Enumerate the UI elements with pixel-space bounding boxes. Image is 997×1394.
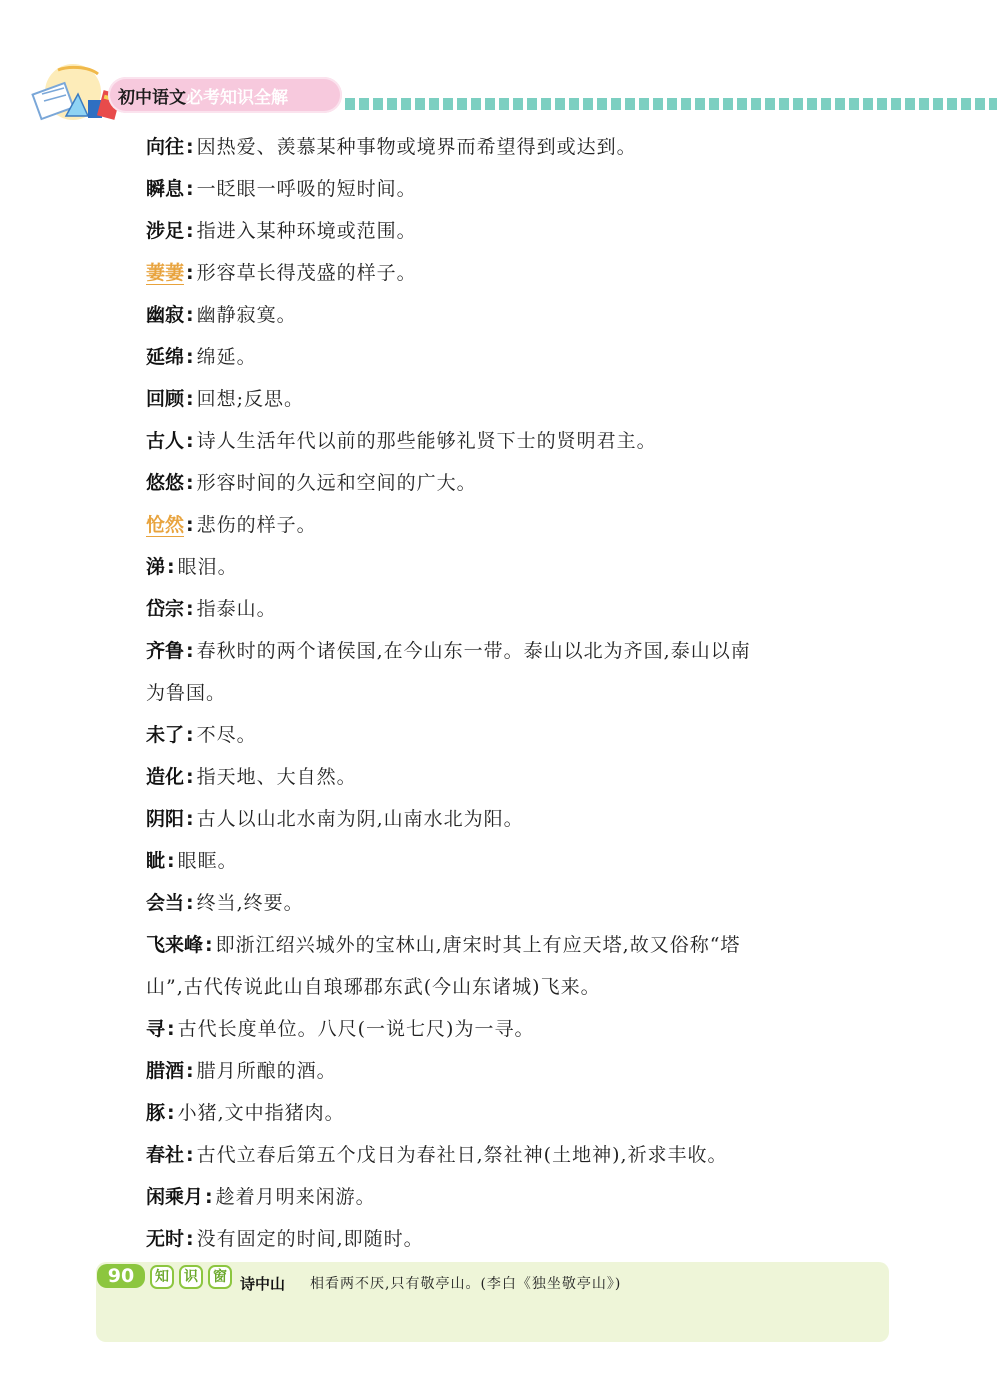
glossary-term: 眦 <box>146 850 166 872</box>
glossary-entry <box>146 546 906 588</box>
glossary-definition: 形容草长得茂盛的样子。 <box>196 262 417 284</box>
glossary-entry <box>146 420 906 462</box>
glossary-term: 未了 <box>146 724 185 746</box>
glossary-definition: 古人以山北水南为阴,山南水北为阳。 <box>196 808 524 830</box>
header-divider <box>345 98 997 110</box>
term-separator: : <box>205 934 214 956</box>
glossary-entry-continuation <box>146 966 906 1008</box>
glossary-definition: 山”,古代传说此山自琅琊郡东武(今山东诸城)飞来。 <box>146 976 601 998</box>
term-separator: : <box>186 346 195 368</box>
knowledge-window-char: 窗 <box>208 1265 232 1289</box>
term-separator: : <box>186 136 195 158</box>
glossary-term: 萋萋 <box>146 262 185 284</box>
glossary-entry <box>146 714 906 756</box>
header-title-main: 初中语文 <box>118 87 186 108</box>
glossary-term: 造化 <box>146 766 185 788</box>
glossary-definition: 眼眶。 <box>177 850 238 872</box>
glossary-entry <box>146 1008 906 1050</box>
glossary-entry <box>146 294 906 336</box>
glossary-definition: 形容时间的久远和空间的广大。 <box>196 472 477 494</box>
glossary-entry <box>146 588 906 630</box>
term-separator: : <box>167 1102 176 1124</box>
glossary-entry <box>146 1050 906 1092</box>
glossary-definition: 绵延。 <box>196 346 257 368</box>
term-separator: : <box>186 640 195 662</box>
glossary-term: 无时 <box>146 1228 185 1250</box>
glossary-entry <box>146 1092 906 1134</box>
glossary-term: 阴阳 <box>146 808 185 830</box>
glossary-term: 闲乘月 <box>146 1186 204 1208</box>
term-separator: : <box>186 220 195 242</box>
glossary-term: 向往 <box>146 136 185 158</box>
page-header <box>0 0 997 125</box>
glossary-term: 延绵 <box>146 346 185 368</box>
term-separator: : <box>186 304 195 326</box>
term-separator: : <box>186 766 195 788</box>
term-separator: : <box>186 598 195 620</box>
glossary-definition: 指天地、大自然。 <box>196 766 357 788</box>
term-separator: : <box>186 430 195 452</box>
footer-quote: 相看两不厌,只有敬亭山。(李白《独坐敬亭山》) <box>310 1276 622 1292</box>
glossary-definition: 不尽。 <box>196 724 257 746</box>
glossary-entry <box>146 336 906 378</box>
term-separator: : <box>186 388 195 410</box>
header-title-sub: 必考知识全解 <box>186 87 288 108</box>
glossary-entry <box>146 462 906 504</box>
glossary-definition: 指泰山。 <box>196 598 277 620</box>
glossary-definition: 没有固定的时间,即随时。 <box>196 1228 424 1250</box>
glossary-entry <box>146 630 906 672</box>
header-title <box>108 77 342 113</box>
glossary-definition: 小猪,文中指猪肉。 <box>177 1102 345 1124</box>
glossary-term: 古人 <box>146 430 185 452</box>
glossary-entry <box>146 924 906 966</box>
glossary-term: 悠悠 <box>146 472 185 494</box>
glossary-term: 涉足 <box>146 220 185 242</box>
glossary-list <box>146 126 906 1260</box>
footer-label: 诗中山 <box>240 1275 286 1293</box>
glossary-definition: 春秋时的两个诸侯国,在今山东一带。泰山以北为齐国,泰山以南 <box>196 640 751 662</box>
glossary-definition: 指进入某种环境或范围。 <box>196 220 417 242</box>
glossary-term: 飞来峰 <box>146 934 204 956</box>
glossary-entry-continuation <box>146 672 906 714</box>
glossary-definition: 诗人生活年代以前的那些能够礼贤下士的贤明君主。 <box>196 430 657 452</box>
glossary-term: 齐鲁 <box>146 640 185 662</box>
glossary-term: 寻 <box>146 1018 166 1040</box>
glossary-definition: 为鲁国。 <box>146 682 227 704</box>
glossary-term: 豚 <box>146 1102 166 1124</box>
glossary-term: 会当 <box>146 892 185 914</box>
glossary-term: 回顾 <box>146 388 185 410</box>
term-separator: : <box>186 892 195 914</box>
term-separator: : <box>167 850 176 872</box>
glossary-definition: 古代立春后第五个戊日为春社日,祭社神(土地神),祈求丰收。 <box>196 1144 728 1166</box>
glossary-entry <box>146 504 906 546</box>
glossary-entry <box>146 840 906 882</box>
glossary-definition: 回想;反思。 <box>196 388 305 410</box>
term-separator: : <box>186 178 195 200</box>
glossary-definition: 古代长度单位。八尺(一说七尺)为一寻。 <box>177 1018 535 1040</box>
glossary-definition: 腊月所酿的酒。 <box>196 1060 337 1082</box>
glossary-term: 涕 <box>146 556 166 578</box>
glossary-definition: 终当,终要。 <box>196 892 304 914</box>
page-number: 90 <box>97 1264 145 1288</box>
glossary-entry <box>146 756 906 798</box>
glossary-entry <box>146 378 906 420</box>
glossary-definition: 一眨眼一呼吸的短时间。 <box>196 178 417 200</box>
glossary-entry <box>146 126 906 168</box>
glossary-entry <box>146 252 906 294</box>
glossary-entry <box>146 1218 906 1260</box>
glossary-term: 岱宗 <box>146 598 185 620</box>
term-separator: : <box>186 262 195 284</box>
glossary-definition: 眼泪。 <box>177 556 238 578</box>
glossary-definition: 悲伤的样子。 <box>196 514 317 536</box>
term-separator: : <box>167 1018 176 1040</box>
glossary-definition: 因热爱、羡慕某种事物或境界而希望得到或达到。 <box>196 136 637 158</box>
term-separator: : <box>167 556 176 578</box>
glossary-term: 瞬息 <box>146 178 185 200</box>
glossary-entry <box>146 882 906 924</box>
term-separator: : <box>186 808 195 830</box>
knowledge-window-char: 识 <box>179 1265 203 1289</box>
term-separator: : <box>186 472 195 494</box>
glossary-definition: 趁着月明来闲游。 <box>215 1186 376 1208</box>
glossary-term: 怆然 <box>146 514 185 536</box>
glossary-entry <box>146 1134 906 1176</box>
glossary-entry <box>146 798 906 840</box>
glossary-term: 幽寂 <box>146 304 185 326</box>
glossary-entry <box>146 210 906 252</box>
knowledge-window-char: 知 <box>150 1265 174 1289</box>
term-separator: : <box>186 1228 195 1250</box>
glossary-entry <box>146 1176 906 1218</box>
glossary-term: 春社 <box>146 1144 185 1166</box>
glossary-definition: 即浙江绍兴城外的宝林山,唐宋时其上有应天塔,故又俗称“塔 <box>215 934 741 956</box>
term-separator: : <box>186 724 195 746</box>
glossary-entry <box>146 168 906 210</box>
term-separator: : <box>186 1144 195 1166</box>
glossary-term: 腊酒 <box>146 1060 185 1082</box>
term-separator: : <box>186 1060 195 1082</box>
term-separator: : <box>205 1186 214 1208</box>
glossary-definition: 幽静寂寞。 <box>196 304 297 326</box>
term-separator: : <box>186 514 195 536</box>
